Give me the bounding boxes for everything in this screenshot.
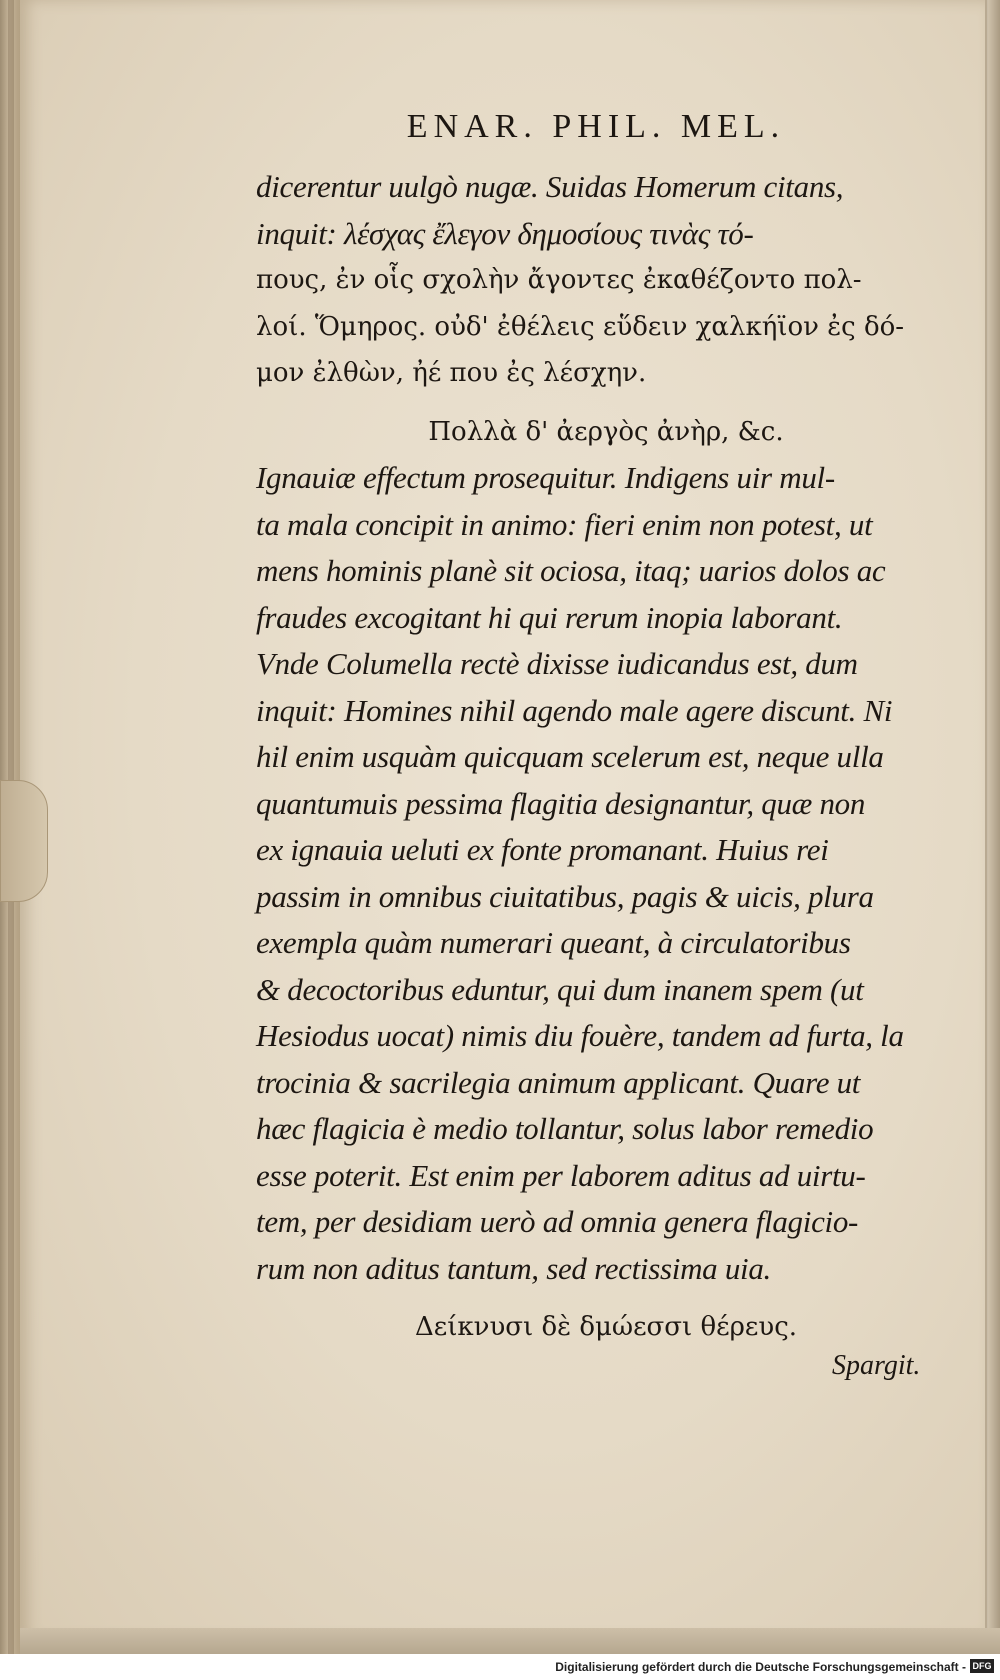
text-line: Ignauiæ effectum prosequitur. Indigens uir mul- — [256, 460, 835, 495]
greek-text-line: λοί. Ὅμηρος. οὐδ' ἐθέλεις εὕδειν χαλκήϊον ἐς δό- — [256, 311, 905, 342]
text-line: Hesiodus uocat) nimis diu fouère, tandem ad furta, la — [256, 1018, 904, 1053]
text-line: hæc flagicia è medio tollantur, solus labor remedio — [256, 1111, 874, 1146]
text-line: hil enim usquàm quicquam scelerum est, neque ulla — [256, 739, 884, 774]
page-edge — [988, 0, 1000, 1654]
text-line: inquit: λέσχας ἔλεγον δημοσίους τινὰς τό- — [256, 215, 754, 251]
text-line: mens hominis planè sit ociosa, itaq; uarios dolos ac — [256, 553, 886, 588]
text-line: exempla quàm numerari queant, à circulatoribus — [256, 925, 851, 960]
text-line: passim in omnibus ciuitatibus, pagis & uicis, plura — [256, 878, 874, 914]
greek-verse-heading: Πολλὰ δ' ἀεργὸς ἀνὴρ, &c. — [428, 416, 784, 447]
text-line: dicerentur uulgò nugæ. Suidas Homerum citans, — [256, 169, 844, 204]
greek-text-line: πους, ἐν οἷς σχολὴν ἄγοντες ἐκαθέζοντο πολ- — [256, 265, 862, 295]
text-line: Vnde Columella rectè dixisse iudicandus est, dum — [256, 646, 858, 681]
page-tab-marker — [0, 780, 48, 902]
text-line: ex ignauia ueluti ex fonte promanant. Huius rei — [256, 832, 829, 867]
text-line: esse poterit. Est enim per laborem aditus ad uirtu- — [256, 1157, 866, 1193]
dfg-logo: DFG — [970, 1659, 994, 1673]
text-line: ta mala concipit in animo: fieri enim non potest, ut — [256, 506, 873, 542]
text-line: fraudes excogitant hi qui rerum inopia laborant. — [256, 599, 843, 635]
catchword: Spargit. — [832, 1350, 921, 1381]
page-text-block — [256, 108, 956, 1351]
page-bottom-edge — [20, 1628, 1000, 1654]
text-line: quantumuis pessima flagitia designantur, quæ non — [256, 785, 866, 821]
text-line: & decoctoribus eduntur, qui dum inanem spem (ut — [256, 971, 864, 1007]
text-line: trocinia & sacrilegia animum applicant. Quare ut — [256, 1064, 861, 1100]
text-line: inquit: Homines nihil agendo male agere discunt. Ni — [256, 692, 893, 728]
text-line: rum non aditus tantum, sed rectissima uia. — [256, 1250, 771, 1286]
footer-credit: Digitalisierung gefördert durch die Deutsche Forschungsgemeinschaft - — [555, 1660, 966, 1674]
running-head: ENAR. PHIL. MEL. — [406, 108, 786, 145]
text-line: tem, per desidiam uerò ad omnia genera flagicio- — [256, 1204, 859, 1239]
greek-text-line: μον ἐλθὼν, ἠέ που ἐς λέσχην. — [256, 358, 647, 388]
greek-verse-heading: Δείκνυσι δὲ δμώεσσι θέρευς. — [414, 1312, 798, 1342]
digitization-footer — [0, 1654, 1000, 1680]
